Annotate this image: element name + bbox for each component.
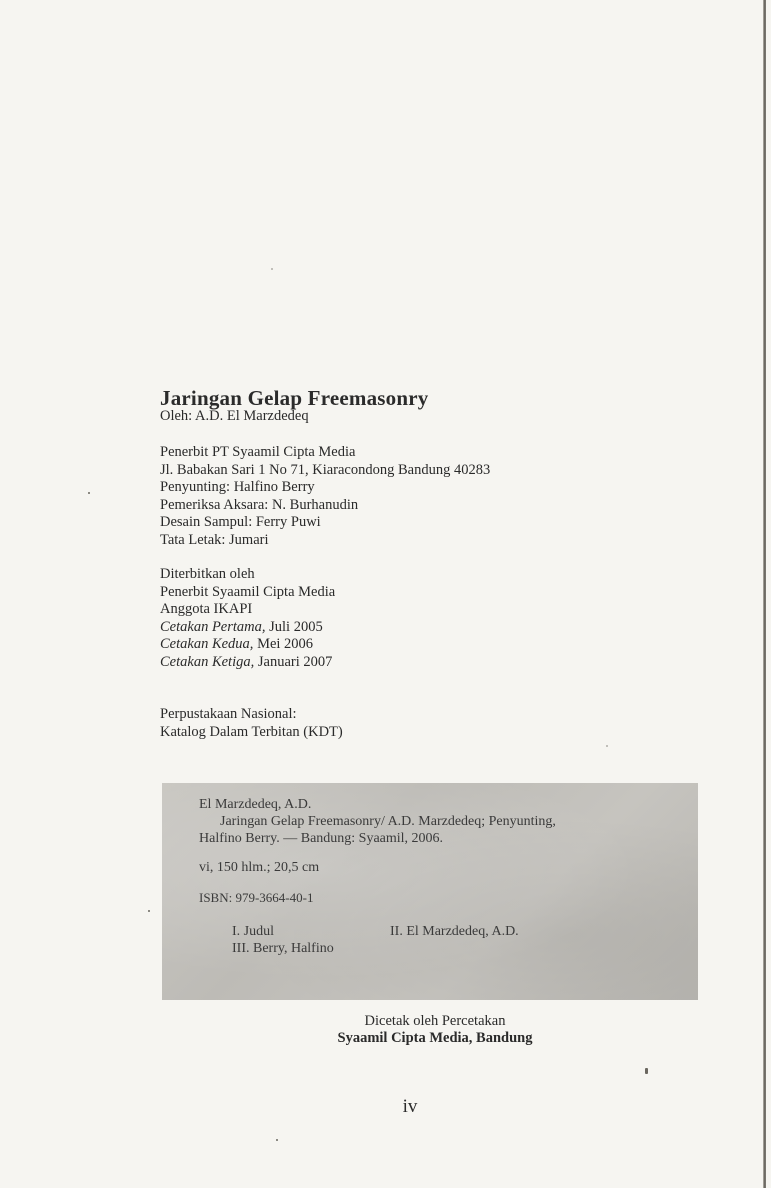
editor-line: Penyunting: Halfino Berry (160, 479, 315, 495)
edition-date: Juli 2005 (265, 618, 323, 635)
edition-date: Januari 2007 (254, 653, 333, 670)
catalog-entry: I. Judul (232, 924, 274, 939)
edition-date: Mei 2006 (253, 636, 314, 652)
edition-label: Cetakan Pertama, (160, 618, 266, 635)
ikapi-membership: Anggota IKAPI (160, 601, 253, 617)
national-library-label: Perpustakaan Nasional: (160, 706, 297, 722)
paper-speck (271, 268, 273, 270)
layout-line: Tata Letak: Jumari (160, 531, 269, 548)
issued-info (160, 566, 620, 671)
paper-speck (88, 492, 90, 494)
book-title: Jaringan Gelap Freemasonry (160, 386, 429, 410)
issued-publisher: Penerbit Syaamil Cipta Media (160, 583, 336, 600)
catalog-record-box (162, 783, 698, 1000)
paper-speck (276, 1139, 278, 1141)
paper-speck (606, 745, 608, 747)
issued-by-label: Diterbitkan oleh (160, 566, 255, 582)
publisher-info (160, 444, 620, 549)
library-info (160, 706, 620, 741)
page-number: iv (402, 1096, 418, 1117)
author-line: Oleh: A.D. El Marzdedeq (160, 408, 309, 424)
printer-label: Dicetak oleh Percetakan (364, 1013, 506, 1029)
paper-speck (148, 910, 150, 912)
edition-line (160, 619, 620, 637)
address-line: Jl. Babakan Sari 1 No 71, Kiaracondong Bandung 40283 (160, 461, 491, 478)
cover-design-line: Desain Sampul: Ferry Puwi (160, 514, 321, 530)
edition-label: Cetakan Kedua, (160, 636, 254, 652)
catalog-entry: II. El Marzdedeq, A.D. (390, 924, 519, 939)
proofreader-line: Pemeriksa Aksara: N. Burhanudin (160, 496, 359, 513)
paper-speck (645, 1068, 648, 1074)
catalog-entry: III. Berry, Halfino (232, 941, 334, 956)
edition-line (160, 654, 620, 672)
edition-line (160, 636, 620, 654)
catalog-physical-description: vi, 150 hlm.; 20,5 cm (199, 860, 320, 875)
page-binding-edge (763, 0, 766, 1188)
catalog-description-line: Halfino Berry. — Bandung: Syaamil, 2006. (199, 831, 444, 846)
kdt-label: Katalog Dalam Terbitan (KDT) (160, 723, 343, 740)
edition-label: Cetakan Ketiga, (160, 653, 255, 670)
publisher-line: Penerbit PT Syaamil Cipta Media (160, 444, 356, 460)
catalog-description-line: Jaringan Gelap Freemasonry/ A.D. Marzdedeq; Penyunting, (220, 814, 556, 829)
catalog-main-entry: El Marzdedeq, A.D. (199, 797, 312, 812)
catalog-isbn: ISBN: 979-3664-40-1 (199, 890, 314, 905)
printer-name: Syaamil Cipta Media, Bandung (337, 1030, 533, 1046)
